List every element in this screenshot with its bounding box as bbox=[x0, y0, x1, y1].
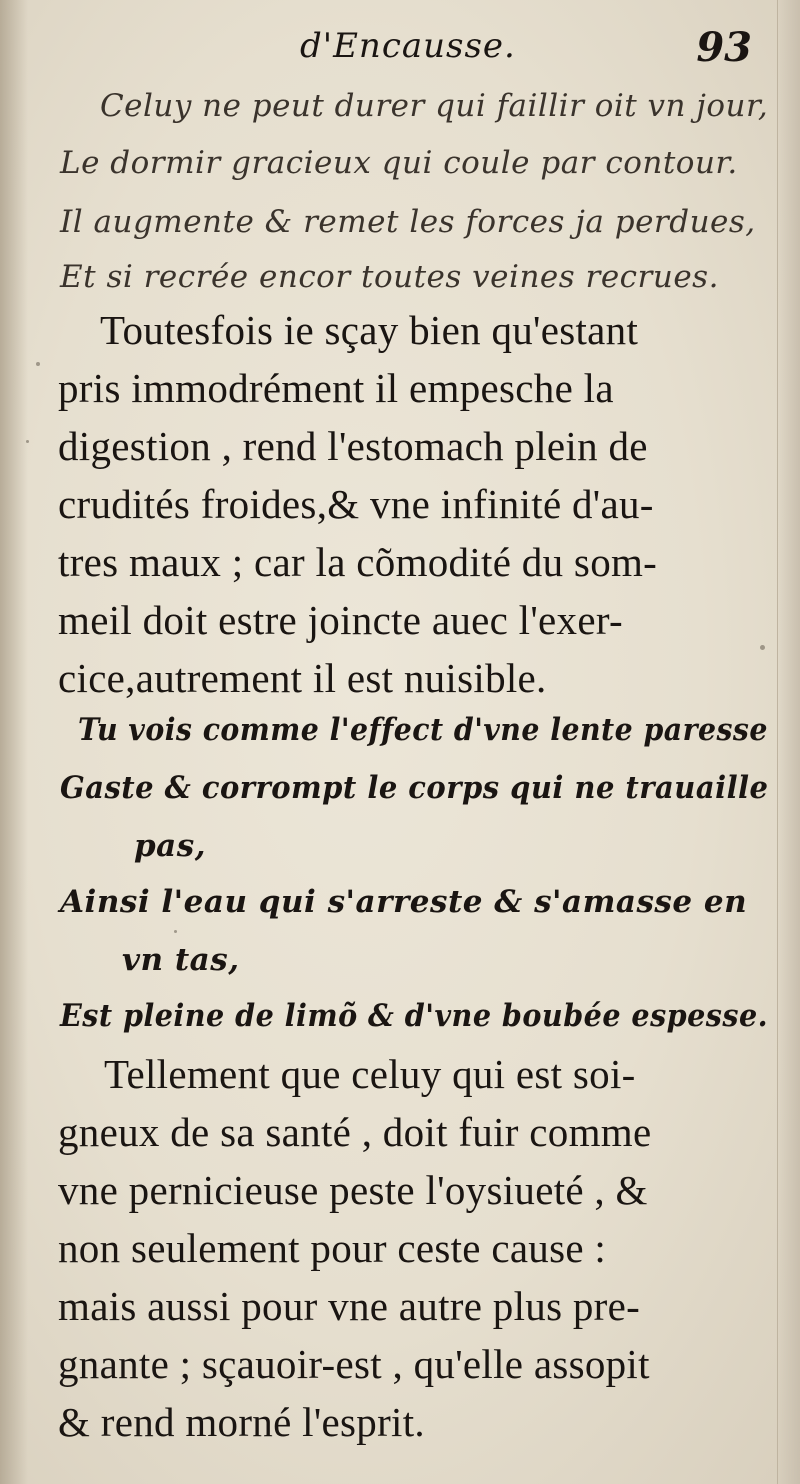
page-edge-line bbox=[777, 0, 778, 1484]
prose-line: digestion , rend l'estomach plein de bbox=[58, 423, 648, 469]
prose-line: Toutesfois ie sçay bien qu'estant bbox=[100, 307, 639, 353]
page-number: 93 bbox=[696, 24, 752, 71]
verse-line: Celuy ne peut durer qui faillir oit vn jour, bbox=[100, 88, 769, 124]
verse-line: pas, bbox=[134, 828, 207, 864]
ink-speck bbox=[174, 930, 177, 933]
ink-speck bbox=[26, 440, 29, 443]
verse-line: Ainsi l'eau qui s'arreste & s'amasse en bbox=[60, 884, 748, 920]
verse-line: vn tas, bbox=[122, 942, 240, 978]
prose-line: non seulement pour ceste cause : bbox=[58, 1225, 607, 1271]
page-header bbox=[0, 22, 800, 82]
ink-speck bbox=[760, 645, 765, 650]
prose-line: vne pernicieuse peste l'oysiueté , & bbox=[58, 1167, 648, 1213]
verse-line: Tu vois comme l'effect d'vne lente paresse bbox=[78, 712, 768, 748]
gutter-shadow bbox=[0, 0, 28, 1484]
verse-line: Est pleine de limõ & d'vne boubée espesse. bbox=[60, 998, 769, 1034]
verse-line: Et si recrée encor toutes veines recrues. bbox=[60, 259, 719, 295]
verse-line: Le dormir gracieux qui coule par contour. bbox=[60, 145, 738, 181]
prose-line: meil doit estre joincte auec l'exer- bbox=[58, 597, 623, 643]
prose-line: gneux de sa santé , doit fuir comme bbox=[58, 1109, 652, 1155]
ink-speck bbox=[36, 362, 40, 366]
prose-line: cice,autrement il est nuisible. bbox=[58, 655, 547, 701]
prose-line: pris immodrément il empesche la bbox=[58, 365, 614, 411]
prose-line: tres maux ; car la cõmodité du som- bbox=[58, 539, 658, 585]
verse-line: Il augmente & remet les forces ja perdues, bbox=[60, 204, 756, 240]
prose-line: gnante ; sçauoir-est , qu'elle assopit bbox=[58, 1341, 650, 1387]
running-head: d'Encausse. bbox=[300, 26, 516, 66]
verse-line: Gaste & corrompt le corps qui ne trauaille bbox=[60, 770, 769, 806]
page-edge bbox=[776, 0, 800, 1484]
prose-line: Tellement que celuy qui est soi- bbox=[104, 1051, 636, 1097]
prose-line: mais aussi pour vne autre plus pre- bbox=[58, 1283, 641, 1329]
prose-line: crudités froides,& vne infinité d'au- bbox=[58, 481, 654, 527]
prose-line: & rend morné l'esprit. bbox=[58, 1399, 425, 1445]
